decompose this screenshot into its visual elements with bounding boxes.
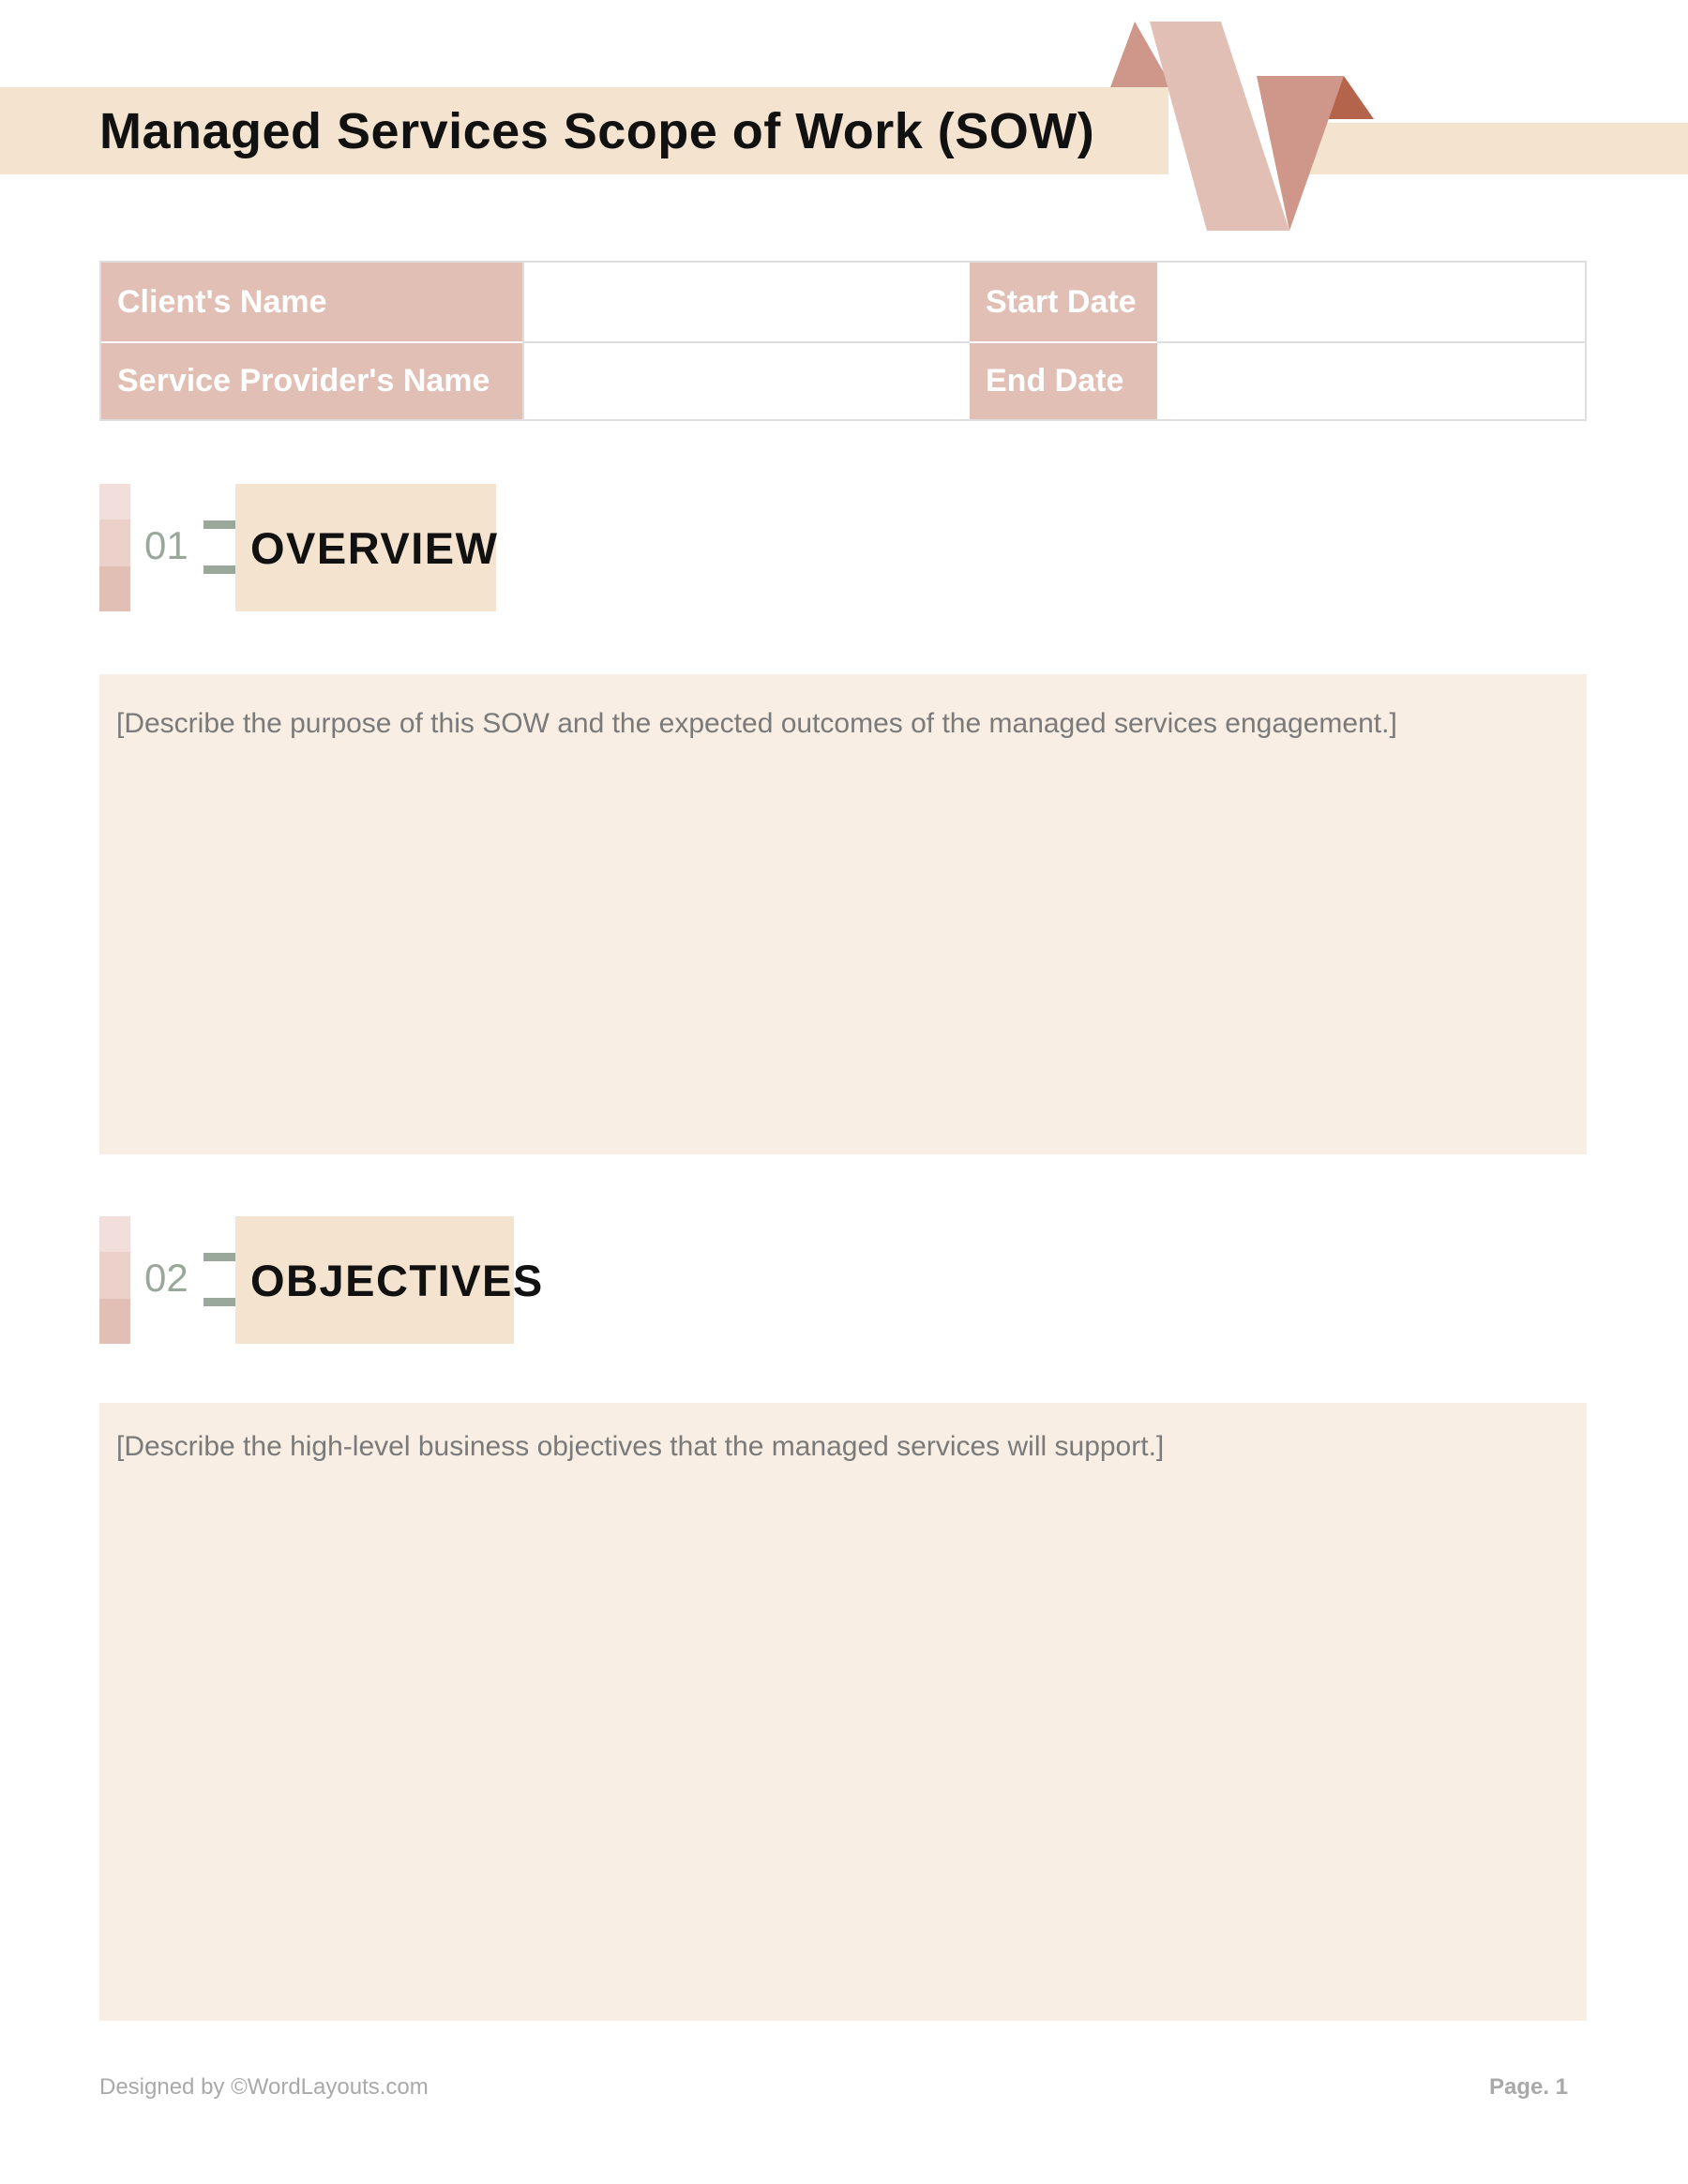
section-marker-strip [99, 1216, 130, 1344]
overview-placeholder[interactable]: [Describe the purpose of this SOW and the expected outcomes of the managed services engagement.] [116, 708, 1397, 739]
section-bar-icon [203, 520, 235, 529]
provider-name-label: Service Provider's Name [101, 343, 522, 419]
start-date-field[interactable] [1157, 263, 1585, 341]
footer-credit: Designed by ©WordLayouts.com [99, 2074, 429, 2100]
table-divider [1157, 341, 1585, 343]
page-number: Page. 1 [1488, 2074, 1568, 2100]
objectives-content-box[interactable] [99, 1403, 1587, 2021]
section-number: 01 [144, 523, 188, 567]
section-number: 02 [144, 1256, 188, 1300]
info-table [99, 261, 1587, 421]
section-bar-icon [203, 1298, 235, 1306]
page-title: Managed Services Scope of Work (SOW) [99, 103, 1095, 159]
table-divider [522, 263, 524, 419]
client-name-field[interactable] [522, 263, 970, 341]
provider-name-field[interactable] [522, 343, 970, 419]
section-marker-strip [99, 484, 130, 611]
overview-content-box[interactable] [99, 674, 1587, 1154]
section-bar-icon [203, 565, 235, 574]
table-divider [522, 341, 970, 343]
end-date-field[interactable] [1157, 343, 1585, 419]
end-date-label: End Date [970, 343, 1157, 419]
client-name-label: Client's Name [101, 263, 522, 341]
start-date-label: Start Date [970, 263, 1157, 341]
section-heading: OVERVIEW [250, 523, 499, 573]
ribbon-decoration-icon [1097, 19, 1397, 244]
objectives-placeholder[interactable]: [Describe the high-level business objectives that the managed services will support.] [116, 1431, 1165, 1462]
section-bar-icon [203, 1253, 235, 1261]
section-heading: OBJECTIVES [250, 1256, 544, 1305]
